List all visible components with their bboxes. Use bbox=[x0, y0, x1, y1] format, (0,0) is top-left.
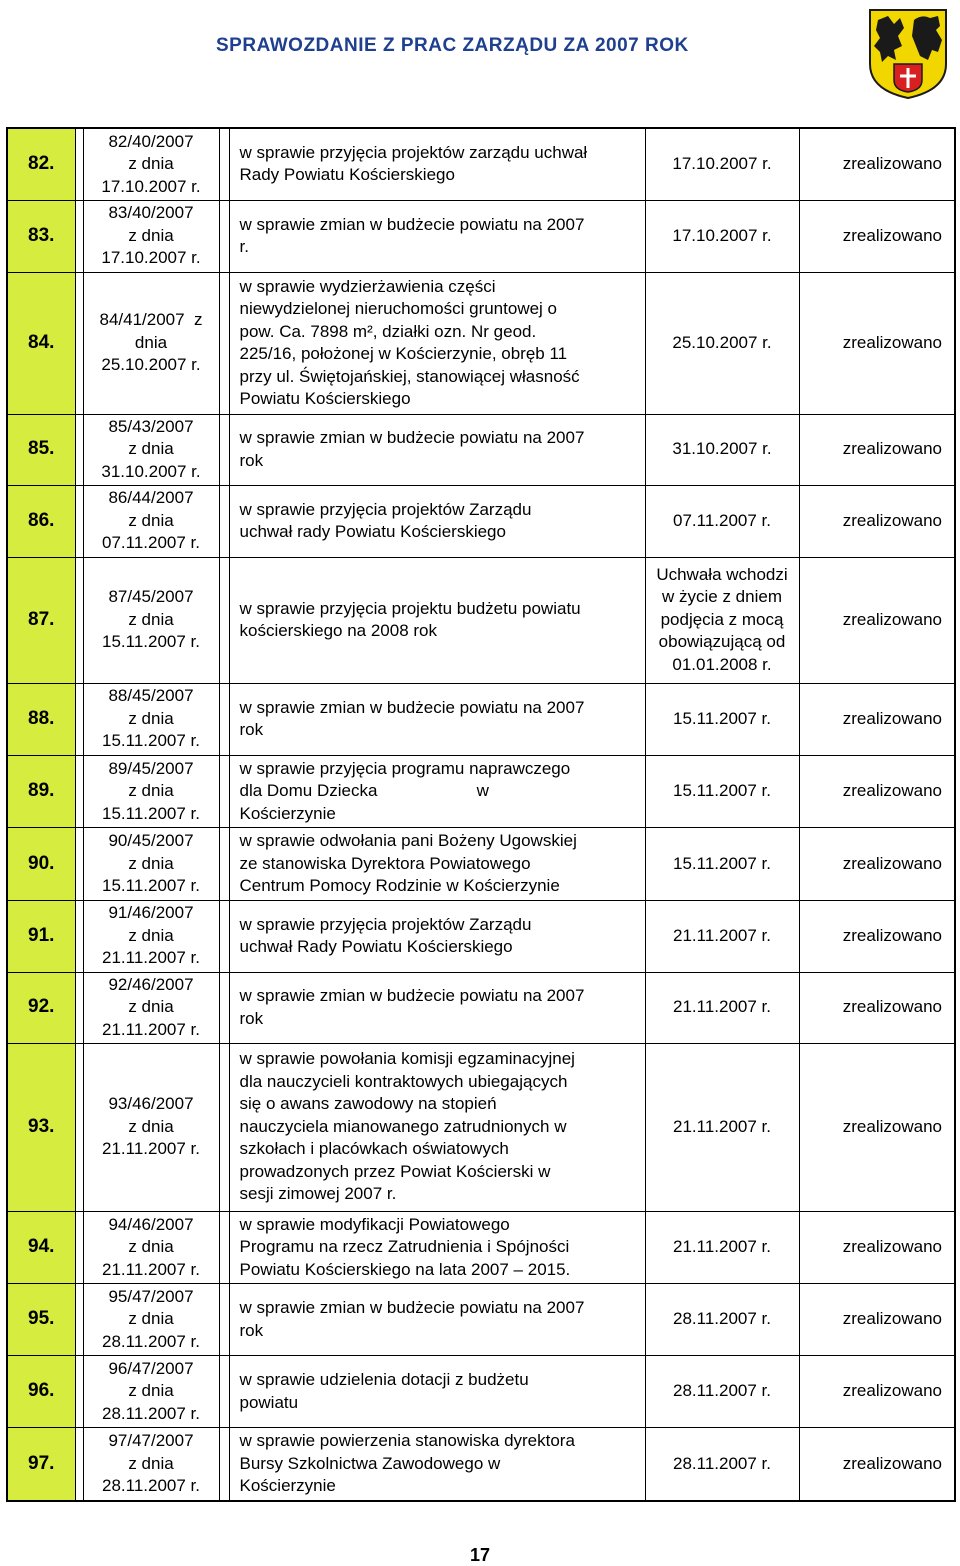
resolution-id-line: 97/47/2007 bbox=[108, 1431, 194, 1450]
resolution-subject-line: w sprawie przyjęcia projektu budżetu powiatu bbox=[239, 598, 581, 618]
table-row bbox=[7, 683, 955, 755]
row-number: 96. bbox=[7, 1356, 75, 1428]
resolution-subject-line: w sprawie przyjęcia projektów Zarządu bbox=[239, 914, 532, 934]
resolution-id bbox=[83, 1284, 219, 1356]
resolution-subject-line: Powiatu Kościerskiego bbox=[239, 389, 411, 408]
spacer-cell bbox=[219, 272, 229, 414]
table-row bbox=[7, 1211, 955, 1284]
resolution-subject bbox=[229, 128, 645, 200]
resolution-subject-line: w sprawie przyjęcia projektów Zarządu bbox=[239, 499, 532, 519]
status-cell: zrealizowano bbox=[799, 414, 955, 485]
spacer-cell bbox=[219, 1284, 229, 1356]
resolution-id bbox=[83, 1356, 219, 1428]
resolution-id-line: 17.10.2007 r. bbox=[101, 248, 201, 268]
resolution-subject-line: w sprawie odwołania pani Bożeny Ugowskiej bbox=[239, 831, 577, 850]
effective-date-line: obowiązującą od bbox=[658, 632, 786, 652]
status-cell: zrealizowano bbox=[799, 755, 955, 828]
resolution-id-line: 88/45/2007 bbox=[108, 686, 194, 706]
resolution-subject bbox=[229, 557, 645, 683]
resolution-id-line: z dnia bbox=[128, 853, 174, 873]
resolution-id-line: 96/47/2007 bbox=[108, 1358, 194, 1378]
effective-date bbox=[645, 557, 799, 683]
row-number: 87. bbox=[7, 557, 75, 683]
effective-date bbox=[645, 200, 799, 272]
table-row bbox=[7, 557, 955, 683]
table-row bbox=[7, 1356, 955, 1428]
resolutions-table bbox=[6, 127, 956, 1502]
effective-date-line: 15.11.2007 r. bbox=[673, 781, 771, 800]
resolution-subject-line: nauczyciela mianowanego zatrudnionych w bbox=[239, 1116, 567, 1136]
spacer-cell bbox=[219, 1356, 229, 1428]
spacer-cell bbox=[219, 1043, 229, 1211]
resolution-subject bbox=[229, 1284, 645, 1356]
resolution-id-line: 25.10.2007 r. bbox=[101, 355, 201, 375]
status-cell: zrealizowano bbox=[799, 557, 955, 683]
resolution-subject bbox=[229, 272, 645, 414]
resolution-subject bbox=[229, 414, 645, 485]
effective-date-line: 31.10.2007 r. bbox=[672, 439, 772, 459]
crest-icon bbox=[866, 6, 950, 100]
resolution-id-line: 21.11.2007 r. bbox=[102, 1139, 200, 1159]
resolution-id-line: z dnia bbox=[128, 1453, 174, 1473]
resolution-id-line: 82/40/2007 bbox=[108, 131, 194, 151]
spacer-cell bbox=[75, 900, 83, 972]
resolution-id-line: 84/41/2007 z bbox=[99, 310, 203, 330]
row-number: 90. bbox=[7, 828, 75, 901]
table-row bbox=[7, 828, 955, 901]
spacer-cell bbox=[219, 485, 229, 557]
resolution-id-line: z dnia bbox=[128, 1381, 174, 1401]
row-number: 93. bbox=[7, 1043, 75, 1211]
status-cell: zrealizowano bbox=[799, 1356, 955, 1428]
effective-date-line: 15.11.2007 r. bbox=[673, 853, 771, 873]
status-cell: zrealizowano bbox=[799, 900, 955, 972]
resolution-subject-line: r. bbox=[239, 237, 249, 256]
status-cell: zrealizowano bbox=[799, 272, 955, 414]
effective-date bbox=[645, 272, 799, 414]
row-number: 97. bbox=[7, 1428, 75, 1501]
row-number: 83. bbox=[7, 200, 75, 272]
resolution-id bbox=[83, 1428, 219, 1501]
resolution-subject-line: rok bbox=[239, 1320, 264, 1340]
resolution-id-line: 93/46/2007 bbox=[108, 1094, 194, 1114]
row-number: 86. bbox=[7, 485, 75, 557]
table-row bbox=[7, 414, 955, 485]
effective-date-line: 07.11.2007 r. bbox=[673, 510, 771, 530]
effective-date bbox=[645, 485, 799, 557]
resolution-subject-line: niewydzielonej nieruchomości gruntowej o bbox=[239, 299, 558, 318]
resolution-id bbox=[83, 200, 219, 272]
spacer-cell bbox=[75, 683, 83, 755]
resolution-id-line: z dnia bbox=[128, 154, 174, 173]
resolution-id bbox=[83, 557, 219, 683]
status-cell: zrealizowano bbox=[799, 972, 955, 1043]
resolution-subject-line: w sprawie zmian w budżecie powiatu na 2007 bbox=[239, 986, 585, 1005]
effective-date-line: 21.11.2007 r. bbox=[673, 1237, 771, 1256]
resolution-id-line: 21.11.2007 r. bbox=[102, 948, 200, 968]
resolution-subject-line: w sprawie wydzierżawienia części bbox=[239, 276, 496, 296]
effective-date bbox=[645, 755, 799, 828]
table-row bbox=[7, 900, 955, 972]
resolution-id-line: 89/45/2007 bbox=[108, 758, 194, 778]
status-cell: zrealizowano bbox=[799, 1043, 955, 1211]
resolution-subject-line: uchwał rady Powiatu Kościerskiego bbox=[239, 522, 506, 541]
resolution-id-line: 86/44/2007 bbox=[108, 488, 194, 508]
resolution-id-line: 94/46/2007 bbox=[108, 1214, 194, 1234]
resolution-subject-line: w sprawie przyjęcia projektów zarządu uchwał bbox=[239, 142, 588, 162]
resolution-id-line: 31.10.2007 r. bbox=[101, 461, 201, 481]
resolution-subject-line: pow. Ca. 7898 m², działki ozn. Nr geod. bbox=[239, 321, 537, 341]
resolution-subject-line: Rady Powiatu Kościerskiego bbox=[239, 165, 455, 185]
resolution-subject-line: rok bbox=[239, 720, 264, 739]
spacer-cell bbox=[219, 200, 229, 272]
resolution-subject-line: Programu na rzecz Zatrudnienia i Spójności bbox=[239, 1237, 570, 1256]
spacer-cell bbox=[219, 414, 229, 485]
resolution-subject-line: Kościerzynie bbox=[239, 1476, 336, 1495]
spacer-cell bbox=[75, 1356, 83, 1428]
row-number: 82. bbox=[7, 128, 75, 200]
effective-date-line: w życie z dniem bbox=[662, 587, 782, 607]
table-row bbox=[7, 1043, 955, 1211]
resolution-id bbox=[83, 972, 219, 1043]
resolution-subject-line: dla Domu Dziecka w bbox=[239, 781, 489, 800]
status-cell: zrealizowano bbox=[799, 128, 955, 200]
row-number: 91. bbox=[7, 900, 75, 972]
resolution-subject-line: prowadzonych przez Powiat Kościerski w bbox=[239, 1161, 551, 1181]
table-row bbox=[7, 1428, 955, 1501]
row-number: 88. bbox=[7, 683, 75, 755]
resolution-subject-line: w sprawie zmian w budżecie powiatu na 2007 bbox=[239, 428, 585, 447]
resolution-id-line: z dnia bbox=[128, 225, 174, 245]
resolution-subject-line: w sprawie modyfikacji Powiatowego bbox=[239, 1214, 510, 1234]
spacer-cell bbox=[75, 200, 83, 272]
effective-date bbox=[645, 683, 799, 755]
effective-date-line: 15.11.2007 r. bbox=[673, 708, 771, 728]
effective-date bbox=[645, 128, 799, 200]
resolution-id-line: z dnia bbox=[128, 781, 174, 800]
table-row bbox=[7, 200, 955, 272]
resolution-subject-line: Kościerzynie bbox=[239, 803, 336, 823]
resolution-subject-line: Centrum Pomocy Rodzinie w Kościerzynie bbox=[239, 876, 560, 895]
effective-date-line: 21.11.2007 r. bbox=[673, 997, 771, 1017]
resolution-subject-line: się o awans zawodowy na stopień bbox=[239, 1094, 497, 1114]
status-cell: zrealizowano bbox=[799, 1428, 955, 1501]
resolution-id-line: 87/45/2007 bbox=[108, 587, 194, 607]
effective-date bbox=[645, 1211, 799, 1284]
resolution-id bbox=[83, 828, 219, 901]
effective-date-line: 25.10.2007 r. bbox=[672, 332, 772, 352]
table-row bbox=[7, 972, 955, 1043]
resolution-id-line: 15.11.2007 r. bbox=[102, 876, 200, 895]
resolution-subject bbox=[229, 1211, 645, 1284]
effective-date bbox=[645, 900, 799, 972]
effective-date bbox=[645, 1043, 799, 1211]
resolution-subject bbox=[229, 755, 645, 828]
effective-date-line: 21.11.2007 r. bbox=[673, 925, 771, 945]
page-number: 17 bbox=[469, 1545, 491, 1565]
spacer-cell bbox=[75, 1211, 83, 1284]
resolution-id-line: 92/46/2007 bbox=[108, 974, 194, 994]
spacer-cell bbox=[219, 828, 229, 901]
resolution-id bbox=[83, 128, 219, 200]
effective-date-line: 01.01.2008 r. bbox=[672, 654, 772, 674]
effective-date-line: 28.11.2007 r. bbox=[673, 1309, 771, 1329]
resolution-subject-line: w sprawie zmian w budżecie powiatu na 2007 bbox=[239, 214, 585, 234]
resolution-subject bbox=[229, 1428, 645, 1501]
resolution-subject-line: rok bbox=[239, 1008, 264, 1028]
resolution-subject-line: powiatu bbox=[239, 1392, 299, 1412]
resolution-subject-line: ze stanowiska Dyrektora Powiatowego bbox=[239, 853, 531, 873]
row-number: 95. bbox=[7, 1284, 75, 1356]
resolution-id-line: 15.11.2007 r. bbox=[102, 632, 200, 652]
resolution-subject-line: przy ul. Świętojańskiej, stanowiącej własność bbox=[239, 366, 580, 386]
page-title: SPRAWOZDANIE Z PRAC ZARZĄDU ZA 2007 ROK bbox=[216, 35, 689, 56]
resolution-id-line: 28.11.2007 r. bbox=[102, 1476, 200, 1495]
spacer-cell bbox=[219, 683, 229, 755]
table-row bbox=[7, 272, 955, 414]
resolution-id bbox=[83, 414, 219, 485]
effective-date-line: 17.10.2007 r. bbox=[672, 154, 772, 173]
resolution-id bbox=[83, 1043, 219, 1211]
spacer-cell bbox=[75, 972, 83, 1043]
spacer-cell bbox=[75, 1284, 83, 1356]
resolution-id-line: 90/45/2007 bbox=[108, 831, 194, 850]
resolution-subject-line: Powiatu Kościerskiego na lata 2007 – 2015. bbox=[239, 1259, 571, 1279]
status-cell: zrealizowano bbox=[799, 1211, 955, 1284]
spacer-cell bbox=[219, 128, 229, 200]
resolution-id-line: z dnia bbox=[128, 925, 174, 945]
status-cell: zrealizowano bbox=[799, 683, 955, 755]
spacer-cell bbox=[75, 755, 83, 828]
effective-date bbox=[645, 828, 799, 901]
resolution-id-line: 28.11.2007 r. bbox=[102, 1403, 200, 1423]
resolution-id bbox=[83, 485, 219, 557]
resolution-id-line: z dnia bbox=[128, 997, 174, 1017]
resolution-id-line: z dnia bbox=[128, 609, 174, 629]
row-number: 89. bbox=[7, 755, 75, 828]
resolution-id-line: 85/43/2007 bbox=[108, 416, 194, 436]
resolution-subject bbox=[229, 900, 645, 972]
resolution-subject-line: Bursy Szkolnictwa Zawodowego w bbox=[239, 1453, 501, 1473]
effective-date-line: Uchwała wchodzi bbox=[656, 564, 788, 584]
effective-date-line: 21.11.2007 r. bbox=[673, 1116, 771, 1136]
resolution-subject-line: w sprawie przyjęcia programu naprawczego bbox=[239, 758, 571, 778]
resolution-id-line: 21.11.2007 r. bbox=[102, 1259, 200, 1279]
resolution-id-line: 15.11.2007 r. bbox=[102, 731, 200, 751]
row-number: 84. bbox=[7, 272, 75, 414]
resolution-id bbox=[83, 1211, 219, 1284]
resolution-id-line: 83/40/2007 bbox=[108, 203, 194, 223]
resolution-subject bbox=[229, 972, 645, 1043]
effective-date bbox=[645, 972, 799, 1043]
resolution-subject bbox=[229, 1043, 645, 1211]
resolution-id bbox=[83, 755, 219, 828]
row-number: 94. bbox=[7, 1211, 75, 1284]
resolution-subject bbox=[229, 1356, 645, 1428]
spacer-cell bbox=[75, 1043, 83, 1211]
table-row bbox=[7, 485, 955, 557]
resolution-subject-line: w sprawie powołania komisji egzaminacyjnej bbox=[239, 1049, 575, 1069]
resolution-subject-line: dla nauczycieli kontraktowych ubiegających bbox=[239, 1071, 568, 1091]
resolution-id-line: dnia bbox=[134, 332, 168, 352]
spacer-cell bbox=[75, 128, 83, 200]
table-row bbox=[7, 128, 955, 200]
spacer-cell bbox=[219, 900, 229, 972]
status-cell: zrealizowano bbox=[799, 1284, 955, 1356]
resolution-subject-line: w sprawie udzielenia dotacji z budżetu bbox=[239, 1370, 529, 1389]
resolution-id-line: z dnia bbox=[128, 439, 174, 459]
resolution-subject-line: 225/16, położonej w Kościerzynie, obręb 11 bbox=[239, 344, 568, 363]
resolution-subject bbox=[229, 200, 645, 272]
resolution-id-line: z dnia bbox=[128, 708, 174, 728]
spacer-cell bbox=[75, 414, 83, 485]
spacer-cell bbox=[75, 828, 83, 901]
effective-date bbox=[645, 414, 799, 485]
resolution-subject-line: kościerskiego na 2008 rok bbox=[239, 621, 438, 640]
resolution-id-line: z dnia bbox=[128, 1309, 174, 1329]
resolution-id-line: 21.11.2007 r. bbox=[102, 1019, 200, 1039]
spacer-cell bbox=[219, 557, 229, 683]
resolution-id-line: z dnia bbox=[128, 1237, 174, 1256]
resolution-subject-line: w sprawie powierzenia stanowiska dyrektora bbox=[239, 1431, 575, 1450]
effective-date bbox=[645, 1356, 799, 1428]
spacer-cell bbox=[219, 972, 229, 1043]
resolution-id bbox=[83, 900, 219, 972]
spacer-cell bbox=[75, 485, 83, 557]
resolution-subject-line: w sprawie zmian w budżecie powiatu na 2007 bbox=[239, 697, 585, 717]
effective-date bbox=[645, 1428, 799, 1501]
resolution-id bbox=[83, 272, 219, 414]
status-cell: zrealizowano bbox=[799, 828, 955, 901]
effective-date bbox=[645, 1284, 799, 1356]
table-row bbox=[7, 1284, 955, 1356]
spacer-cell bbox=[219, 755, 229, 828]
resolution-subject-line: w sprawie zmian w budżecie powiatu na 2007 bbox=[239, 1298, 585, 1317]
table-row bbox=[7, 755, 955, 828]
resolution-id-line: 15.11.2007 r. bbox=[102, 803, 200, 823]
resolution-subject-line: sesji zimowej 2007 r. bbox=[239, 1184, 397, 1204]
spacer-cell bbox=[75, 272, 83, 414]
resolution-id-line: z dnia bbox=[128, 1116, 174, 1136]
resolution-subject bbox=[229, 683, 645, 755]
status-cell: zrealizowano bbox=[799, 485, 955, 557]
resolution-subject bbox=[229, 485, 645, 557]
resolution-id-line: 91/46/2007 bbox=[108, 903, 194, 923]
resolution-id-line: 17.10.2007 r. bbox=[101, 176, 201, 196]
resolution-subject bbox=[229, 828, 645, 901]
spacer-cell bbox=[75, 557, 83, 683]
resolution-id bbox=[83, 683, 219, 755]
row-number: 85. bbox=[7, 414, 75, 485]
effective-date-line: 17.10.2007 r. bbox=[672, 225, 772, 245]
resolution-subject-line: szkołach i placówkach oświatowych bbox=[239, 1139, 509, 1159]
resolution-id-line: 28.11.2007 r. bbox=[102, 1331, 200, 1351]
resolution-id-line: 95/47/2007 bbox=[108, 1286, 194, 1306]
status-cell: zrealizowano bbox=[799, 200, 955, 272]
effective-date-line: podjęcia z mocą bbox=[660, 609, 784, 629]
spacer-cell bbox=[219, 1428, 229, 1501]
spacer-cell bbox=[75, 1428, 83, 1501]
effective-date-line: 28.11.2007 r. bbox=[673, 1453, 771, 1473]
row-number: 92. bbox=[7, 972, 75, 1043]
resolution-id-line: z dnia bbox=[128, 510, 174, 530]
spacer-cell bbox=[219, 1211, 229, 1284]
effective-date-line: 28.11.2007 r. bbox=[673, 1381, 771, 1401]
resolution-subject-line: uchwał Rady Powiatu Kościerskiego bbox=[239, 937, 513, 956]
resolution-id-line: 07.11.2007 r. bbox=[102, 533, 200, 553]
resolution-subject-line: rok bbox=[239, 450, 264, 470]
